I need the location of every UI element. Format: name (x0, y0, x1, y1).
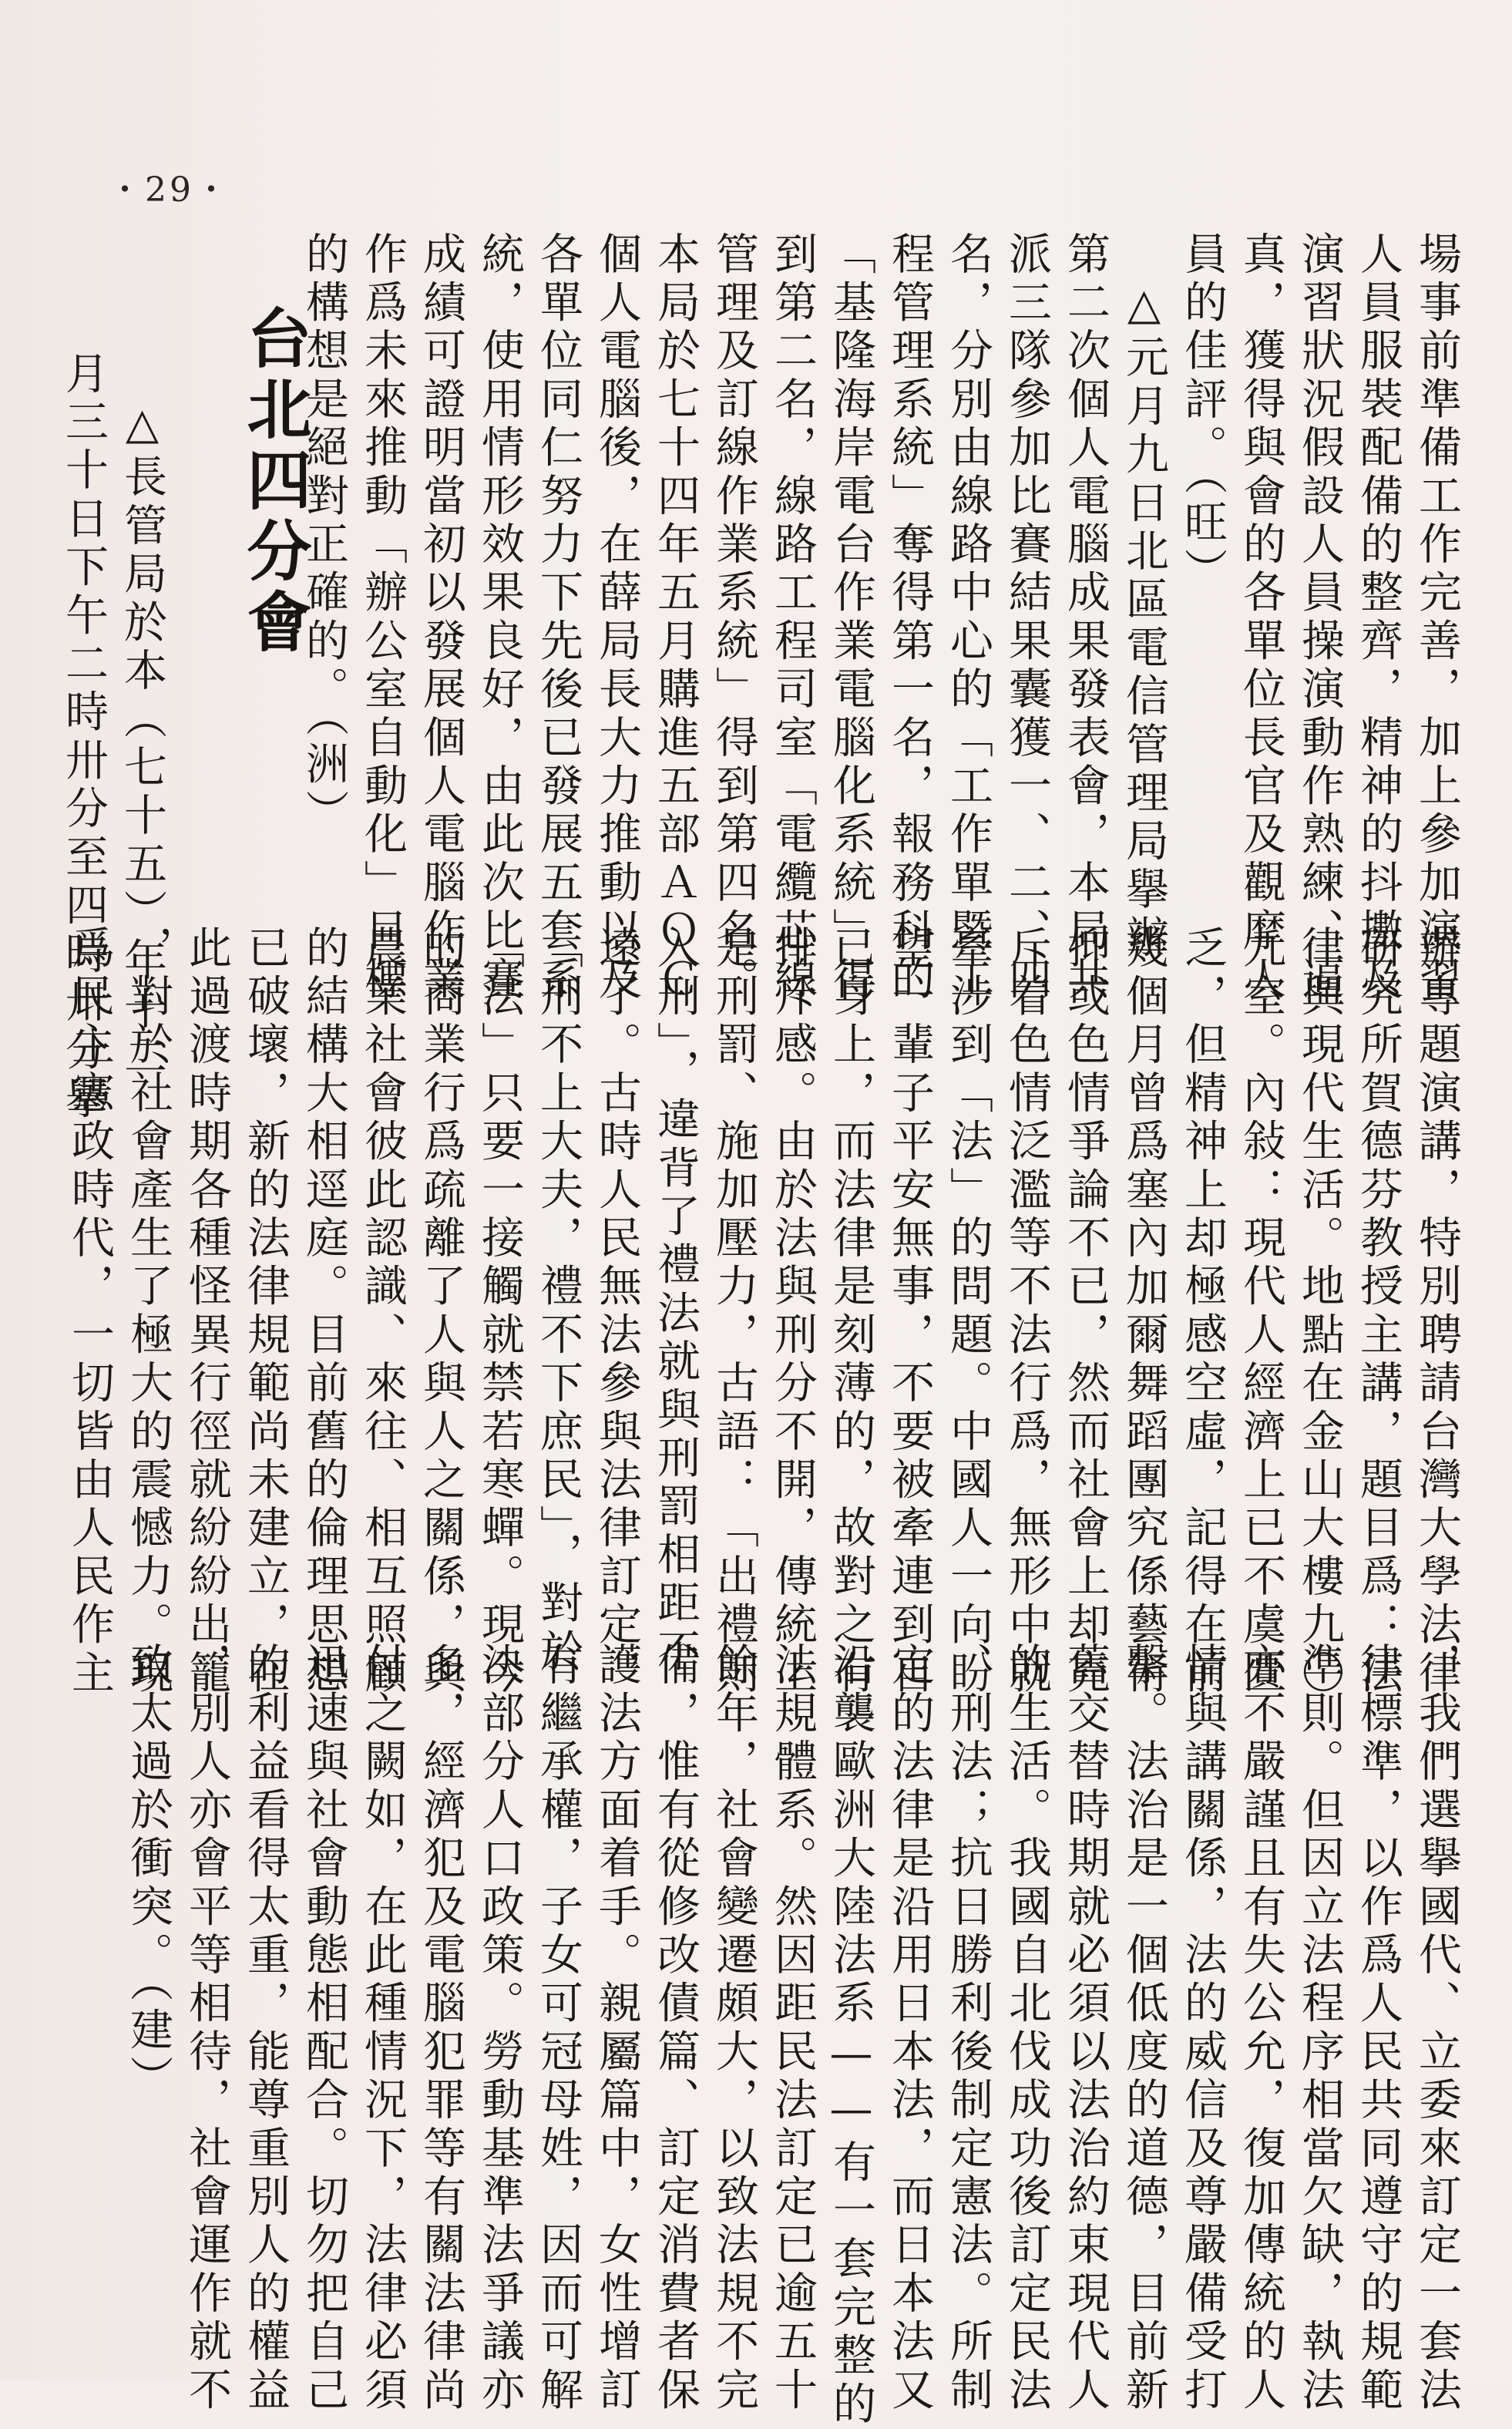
section-title: 台北四分會 (237, 304, 312, 659)
article-text-top-right: 場事前準備工作完善，加上參加演習 人員服裝配備的整齊，精神的抖擻及 演習狀況假設人員操演動作熟練、逼 真，獲得與會的各單位長官及觀摩人 員的佳評。（旺） △元月九日北區電信管理局擧辦 第二次個人電腦成果發表會，本局共 派三隊參加比賽結果囊獲一、二、四 名，分別由線路中心的「工作單暨工 程管理系統」奪得第一名，報務科的 「基隆海岸電台作業電腦化系統」得 到第二名，線路工程司室「電纜芯線 管理及訂線作業系統」得到第四名。 本局於七十四年五月購進五部ＡＯＣ 個人電腦後，在薛局長大力推動以及 各單位同仁努力下先後已發展五套系 統，使用情形效果良好，由此次比賽 成績可證明當初以發展個人電腦作業 作爲未來推動「辦公室自動化」目標 的構想是絕對正確的。（洲） (299, 231, 1462, 1005)
page-number: ・29・ (108, 170, 231, 210)
article-text-top-left: △長管局於本（七十五）年十二 月三十日下午二時卅分至四時卅分擧 (59, 351, 167, 1125)
article-text-bottom: ，我們選擧國代、立委來訂定一套法 律標準，以作爲人民共同遵守的規範 準則。但因立法程序相當欠缺，執法 亦不嚴謹且有失公允，復加傳統的人 情與講關係，法的威信及尊嚴備受打 擊。法治是一個低度的道德，目前新 舊交替時期就必須以法治約束現代人 的生活。我國自北伐成功後訂定民法 、刑法；抗日勝利後制定憲法。所制 定的法律是沿用日本法，而日本法又 沿襲歐洲大陸法系——有一套完整的 法規體系。然因距民法訂定已逾五十 餘年，社會變遷頗大，以致法規不完 備，惟有從修改債篇、訂定消費者保 護法方面着手。親屬篇中，女性增訂 有繼承權，子女可冠母姓，因而可解 決部分人口政策。勞動基準法爭議亦 多，經濟犯及電腦犯罪等有關法律尚 付之闕如，在此種情況下，法律必須 迅速與社會動態相配合。切勿把自己 的利益看得太重，能尊重別人的權益 ，別人亦會平等相待，社會運作就不 致太過於衝突。（建） (123, 1642, 1462, 2429)
article-text-middle: 辦專題演講，特別聘請台灣大學法律 研究所賀德芬教授主講，題目爲：法 律與現代生活。地點在金山大樓九〇 九室。內敍：現代人經濟上已不虞匱 乏，但精神上却極感空虛，記得在前 幾個月曾爲塞內加爾舞蹈團究係藝術 抑或色情爭論不已，然而社會上却充 斥着色情泛濫等不法行爲，無形中就 牽涉到「法」的問題。中國人一向盼 望一輩子平安無事，不要被牽連到自 已身上，而法律是刻薄的，故對之有 排斥感。由於法與刑分不開，傳統上 是刑罰、施加壓力，古語：「出禮則 入刑」，違背了禮法就與刑罰相距不 遠了。古時人民無法參與法律訂定， 「刑不上大夫，禮不下庶民」，對於 「法」只要一接觸就禁若寒蟬。現今 的商業行爲疏離了人與人之關係，與 農業社會彼此認識、來往、相互照顧 的結構大相逕庭。目前舊的倫理思想 已破壞，新的法律規範尚未建立，在 此過渡時期各種怪異行徑就紛紛出籠 ，對於社會產生了極大的震憾力。現 爲民主憲政時代，一切皆由人民作主 (65, 925, 1462, 1699)
